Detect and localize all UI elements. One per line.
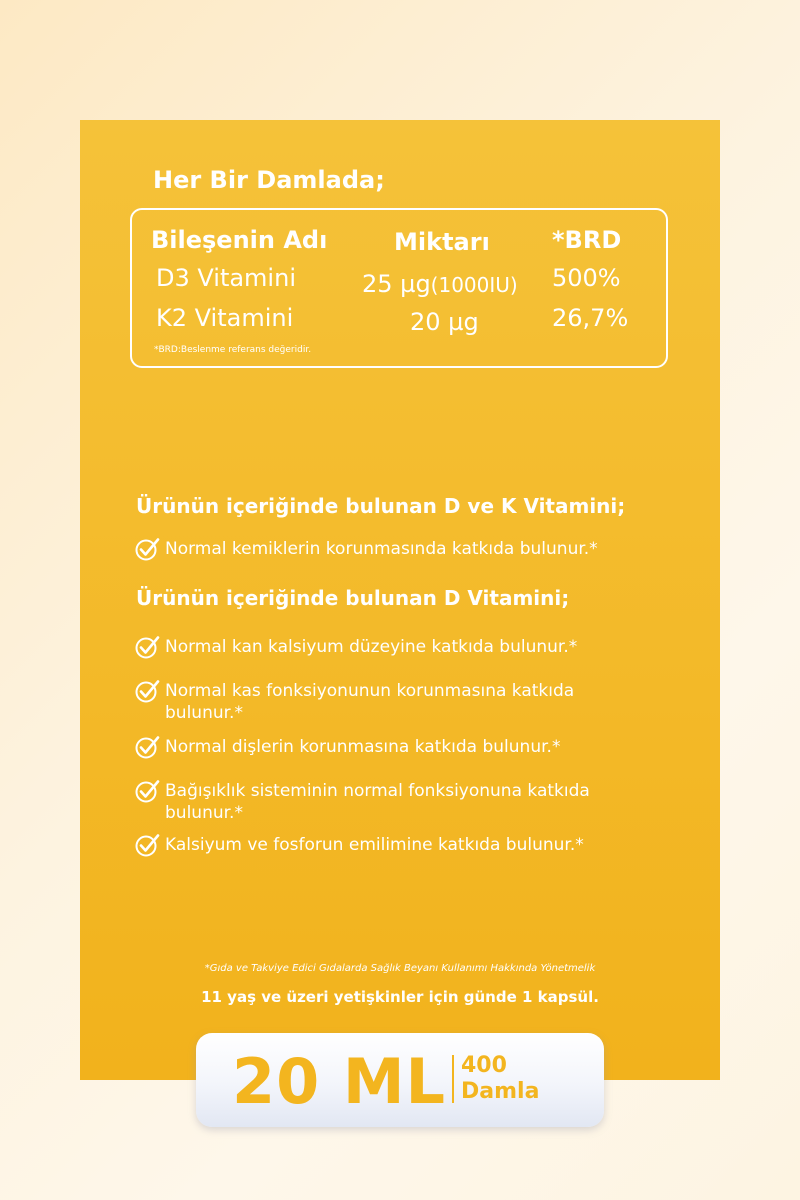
claim-item [134, 636, 685, 661]
per-drop-heading: Her Bir Damlada; [153, 166, 385, 194]
section-title-dk: Ürünün içeriğinde bulunan D ve K Vitamini; [136, 494, 626, 518]
claim-item [134, 538, 685, 563]
drops-count: 400 [461, 1053, 507, 1078]
col-header-name: Bileşenin Adı [151, 226, 328, 254]
row-k2-name: K2 Vitamini [156, 304, 294, 332]
claim-text: Normal kemiklerin korunmasında katkıda bulunur.* [165, 539, 598, 559]
claim-item [134, 736, 685, 761]
row-d3-brd: 500% [552, 264, 621, 292]
claim-text: Normal dişlerin korunmasına katkıda bulunur.* [165, 737, 561, 757]
regulation-note: *Gıda ve Takviye Edici Gıdalarda Sağlık Beyanı Kullanımı Hakkında Yönetmelik [204, 963, 596, 974]
check-circle-icon [134, 733, 162, 761]
check-circle-icon [134, 677, 162, 705]
brd-footnote: *BRD:Beslenme referans değeridir. [154, 345, 312, 355]
claim-item [134, 780, 605, 824]
claim-text: Bağışıklık sisteminin normal fonksiyonuna katkıda bulunur.* [165, 781, 590, 823]
dosage-text: 11 yaş ve üzeri yetişkinler için günde 1 kapsül. [201, 988, 599, 1006]
row-d3-amount-value: 25 µg [362, 270, 431, 298]
row-d3-amount-unit: (1000IU) [430, 273, 518, 297]
row-d3-amount [362, 270, 518, 298]
badge-divider [452, 1055, 454, 1103]
row-k2-brd: 26,7% [552, 304, 629, 332]
check-circle-icon [134, 633, 162, 661]
drops-label: Damla [461, 1079, 540, 1104]
claim-text: Kalsiyum ve fosforun emilimine katkıda bulunur.* [165, 835, 584, 855]
row-d3-name: D3 Vitamini [156, 264, 296, 292]
volume-badge [196, 1033, 604, 1127]
claim-item [134, 680, 585, 724]
col-header-brd: *BRD [552, 226, 622, 254]
volume-text: 20 ML [232, 1045, 447, 1118]
claim-item [134, 834, 705, 859]
row-k2-amount: 20 µg [410, 308, 479, 336]
check-circle-icon [134, 777, 162, 805]
claim-text: Normal kas fonksiyonunun korunmasına katkıda bulunur.* [165, 681, 575, 723]
section-title-d: Ürünün içeriğinde bulunan D Vitamini; [136, 586, 570, 610]
check-circle-icon [134, 831, 162, 859]
claim-text: Normal kan kalsiyum düzeyine katkıda bulunur.* [165, 637, 578, 657]
check-circle-icon [134, 535, 162, 563]
col-header-amount: Miktarı [394, 228, 490, 256]
